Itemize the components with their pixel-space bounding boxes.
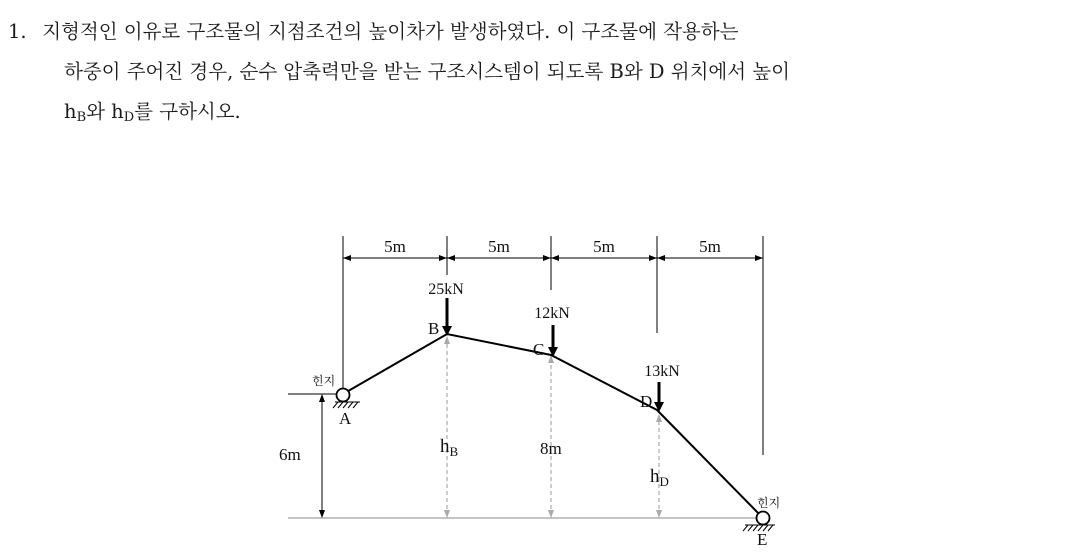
node-label-d: D (640, 392, 653, 411)
span-label-de: 5m (699, 237, 721, 256)
height-dashes (447, 342, 659, 516)
support-label-e: 힌지 (757, 496, 781, 510)
span-label-ab: 5m (384, 237, 406, 256)
problem-text-3a: 와 h (86, 100, 124, 123)
problem-text-1: 지형적인 이유로 구조물의 지점조건의 높이차가 발생하였다. 이 구조물에 작용하는 (42, 20, 739, 43)
problem-number: 1. (8, 20, 27, 43)
load-label-13kn: 13kN (644, 363, 680, 380)
span-label-cd: 5m (593, 237, 615, 256)
height-dash-arrows (444, 336, 662, 518)
height-label-d: $h_D$ (650, 466, 669, 489)
node-label-c: C (533, 340, 545, 359)
support-label-a: 힌지 (312, 374, 336, 388)
height-label-a: 6m (279, 445, 301, 464)
load-label-25kn: 25kN (428, 281, 464, 298)
hinge-support-e (743, 512, 775, 532)
load-25kn (442, 298, 452, 336)
problem-text-3b: 를 구하시오. (134, 100, 241, 123)
hb-symbol: h (64, 100, 77, 123)
load-13kn (654, 382, 664, 412)
height-label-b: $h_B$ (440, 436, 459, 459)
node-label-a: A (339, 409, 352, 428)
load-label-12kn: 12kN (534, 305, 570, 322)
node-label-e: E (757, 530, 768, 549)
height-label-c: 8m (540, 439, 562, 458)
hb-subscript: B (76, 110, 87, 125)
hinge-support-a (333, 389, 360, 409)
node-label-b: B (428, 319, 440, 338)
span-label-bc: 5m (488, 237, 510, 256)
hd-subscript: D (123, 110, 135, 125)
problem-text-2: 하중이 주어진 경우, 순수 압축력만을 받는 구조시스템이 되도록 B와 D 위치에서 높이 (64, 60, 790, 83)
load-12kn (548, 325, 558, 357)
